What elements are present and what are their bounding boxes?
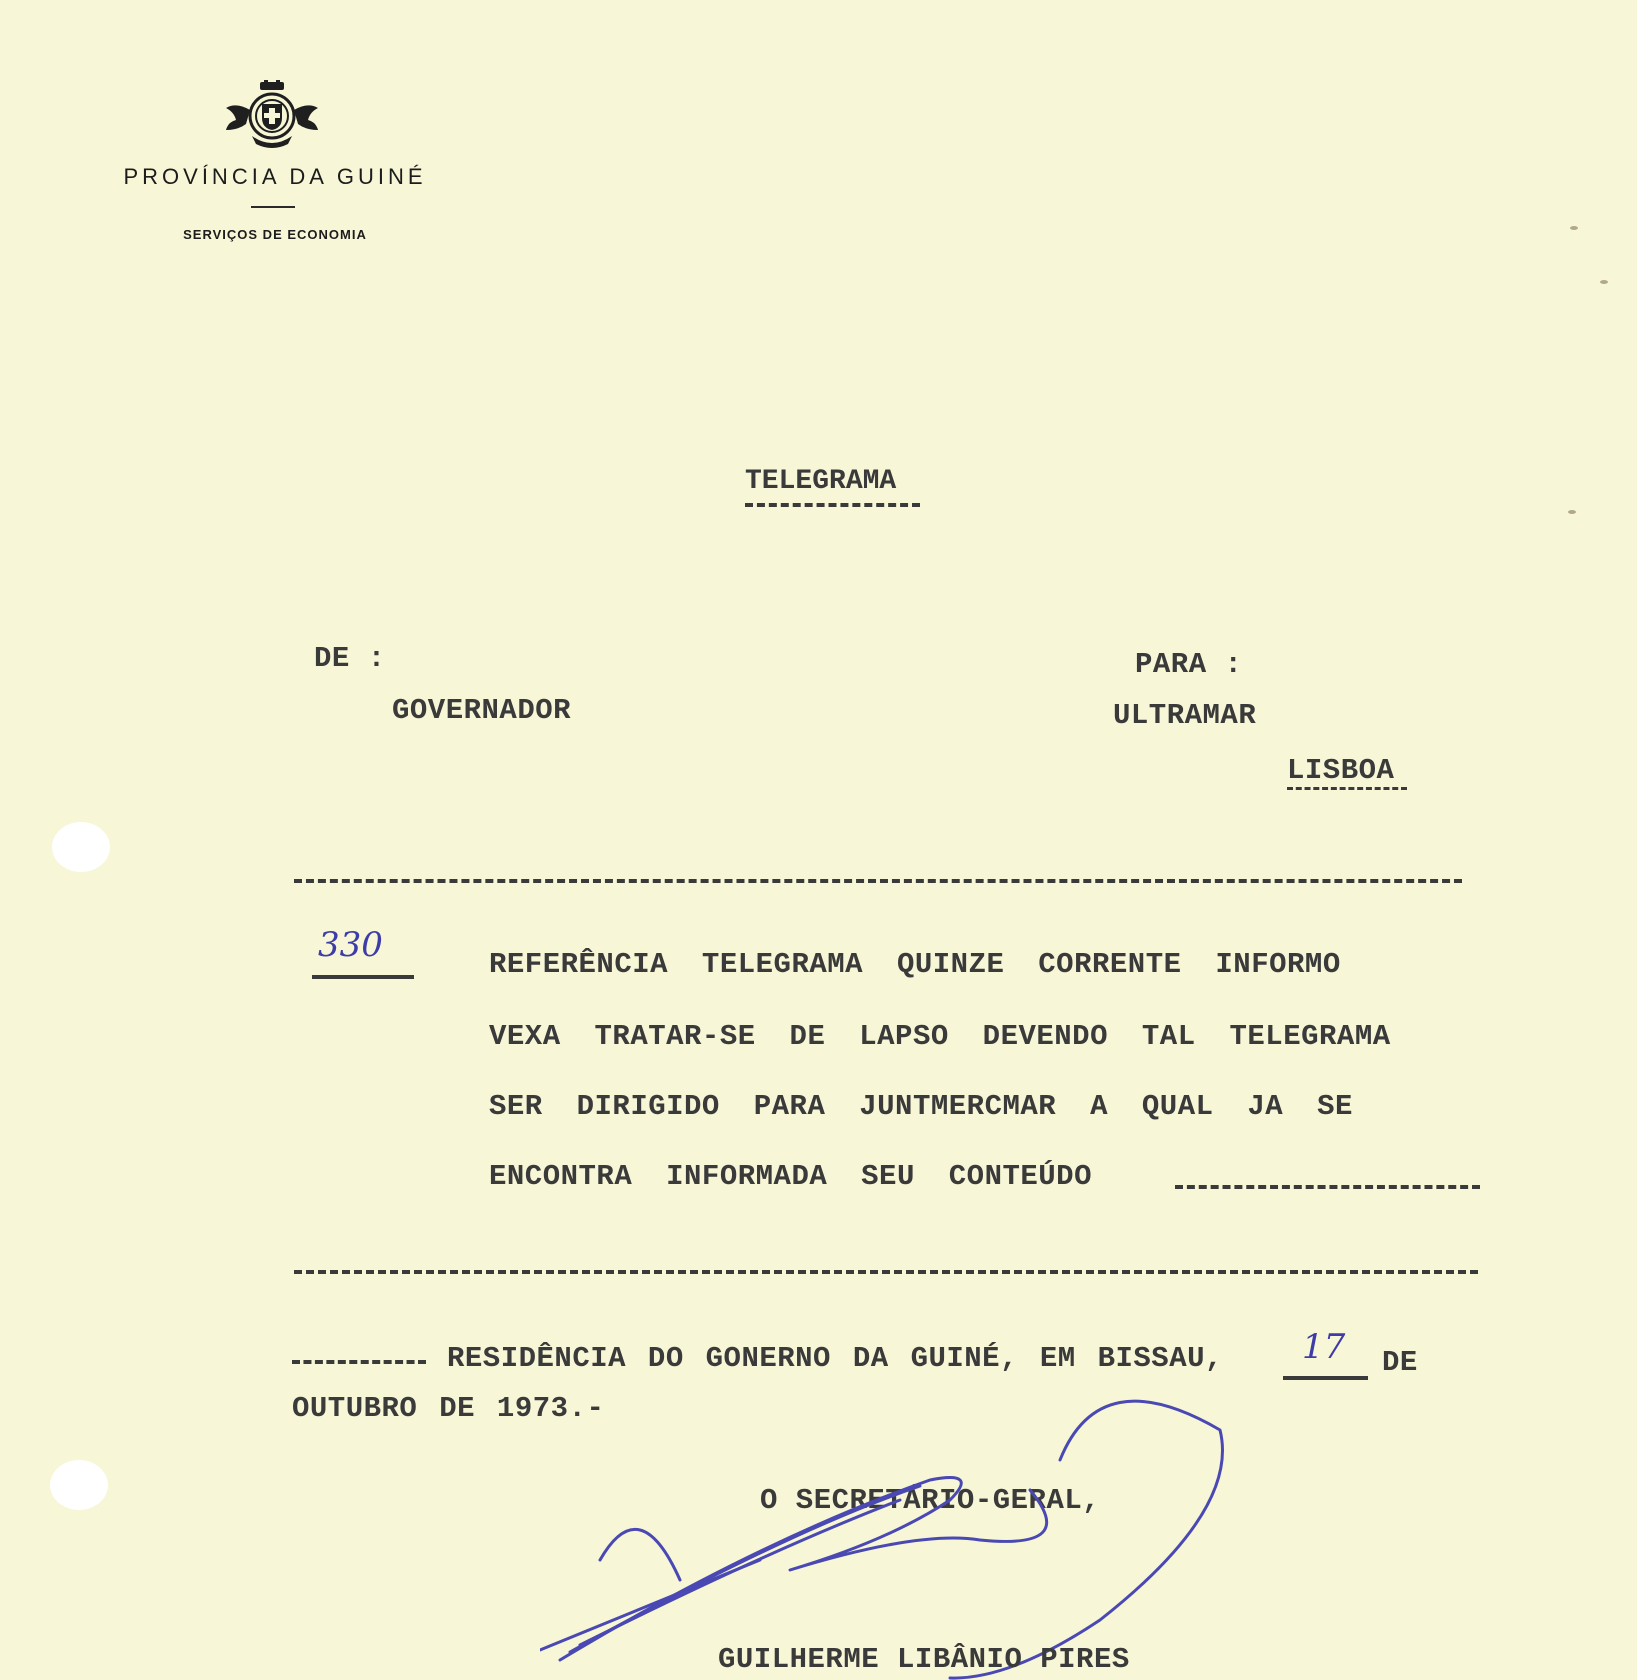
province-name: PROVÍNCIA DA GUINÉ [123, 164, 427, 189]
message-body-line: VEXA TRATAR-SE DE LAPSO DEVENDO TAL TELEGRAMA [489, 1020, 1391, 1053]
separator-top [294, 879, 1462, 883]
date-month-year: OUTUBRO DE 1973.- [292, 1392, 605, 1425]
department-name: SERVIÇOS DE ECONOMIA [183, 227, 367, 242]
paper-speck [1600, 280, 1608, 284]
separator-bottom [294, 1270, 1478, 1274]
punch-hole [50, 1460, 108, 1510]
date-place-line: RESIDÊNCIA DO GONERNO DA GUINÉ, EM BISSAU, [447, 1342, 1223, 1375]
paper-speck [1568, 510, 1576, 514]
from-value: GOVERNADOR [392, 694, 572, 727]
message-body-line: SER DIRIGIDO PARA JUNTMERCMAR A QUAL JA SE [489, 1090, 1353, 1123]
coat-of-arms-icon [222, 80, 322, 152]
paper-speck [1570, 226, 1578, 230]
message-body-line: REFERÊNCIA TELEGRAMA QUINZE CORRENTE INFORMO [489, 948, 1341, 981]
signatory-name: GUILHERME LIBÂNIO PIRES [718, 1643, 1130, 1676]
date-day-underline [1283, 1376, 1368, 1380]
to-value-line1: ULTRAMAR [1113, 699, 1257, 732]
to-value-underline [1287, 787, 1407, 790]
document-title: TELEGRAMA [745, 466, 897, 497]
message-number: 330 [318, 925, 383, 965]
to-label: PARA : [1135, 648, 1243, 681]
signatory-title: O SECRETÁRIO-GERAL, [760, 1484, 1101, 1517]
handwritten-signature [540, 1390, 1260, 1680]
message-number-underline [312, 975, 414, 979]
letterhead-divider [251, 206, 295, 208]
punch-hole [52, 822, 110, 872]
from-label: DE : [314, 642, 386, 675]
title-underline [745, 503, 920, 507]
date-preposition: DE [1382, 1346, 1418, 1379]
date-leading-dashes [292, 1360, 426, 1364]
date-day-handwritten: 17 [1302, 1327, 1346, 1367]
to-value-line2: LISBOA [1287, 754, 1395, 787]
message-body-line: ENCONTRA INFORMADA SEU CONTEÚDO [489, 1160, 1092, 1193]
message-end-dashes [1175, 1185, 1480, 1189]
page-edge [1637, 0, 1643, 1680]
